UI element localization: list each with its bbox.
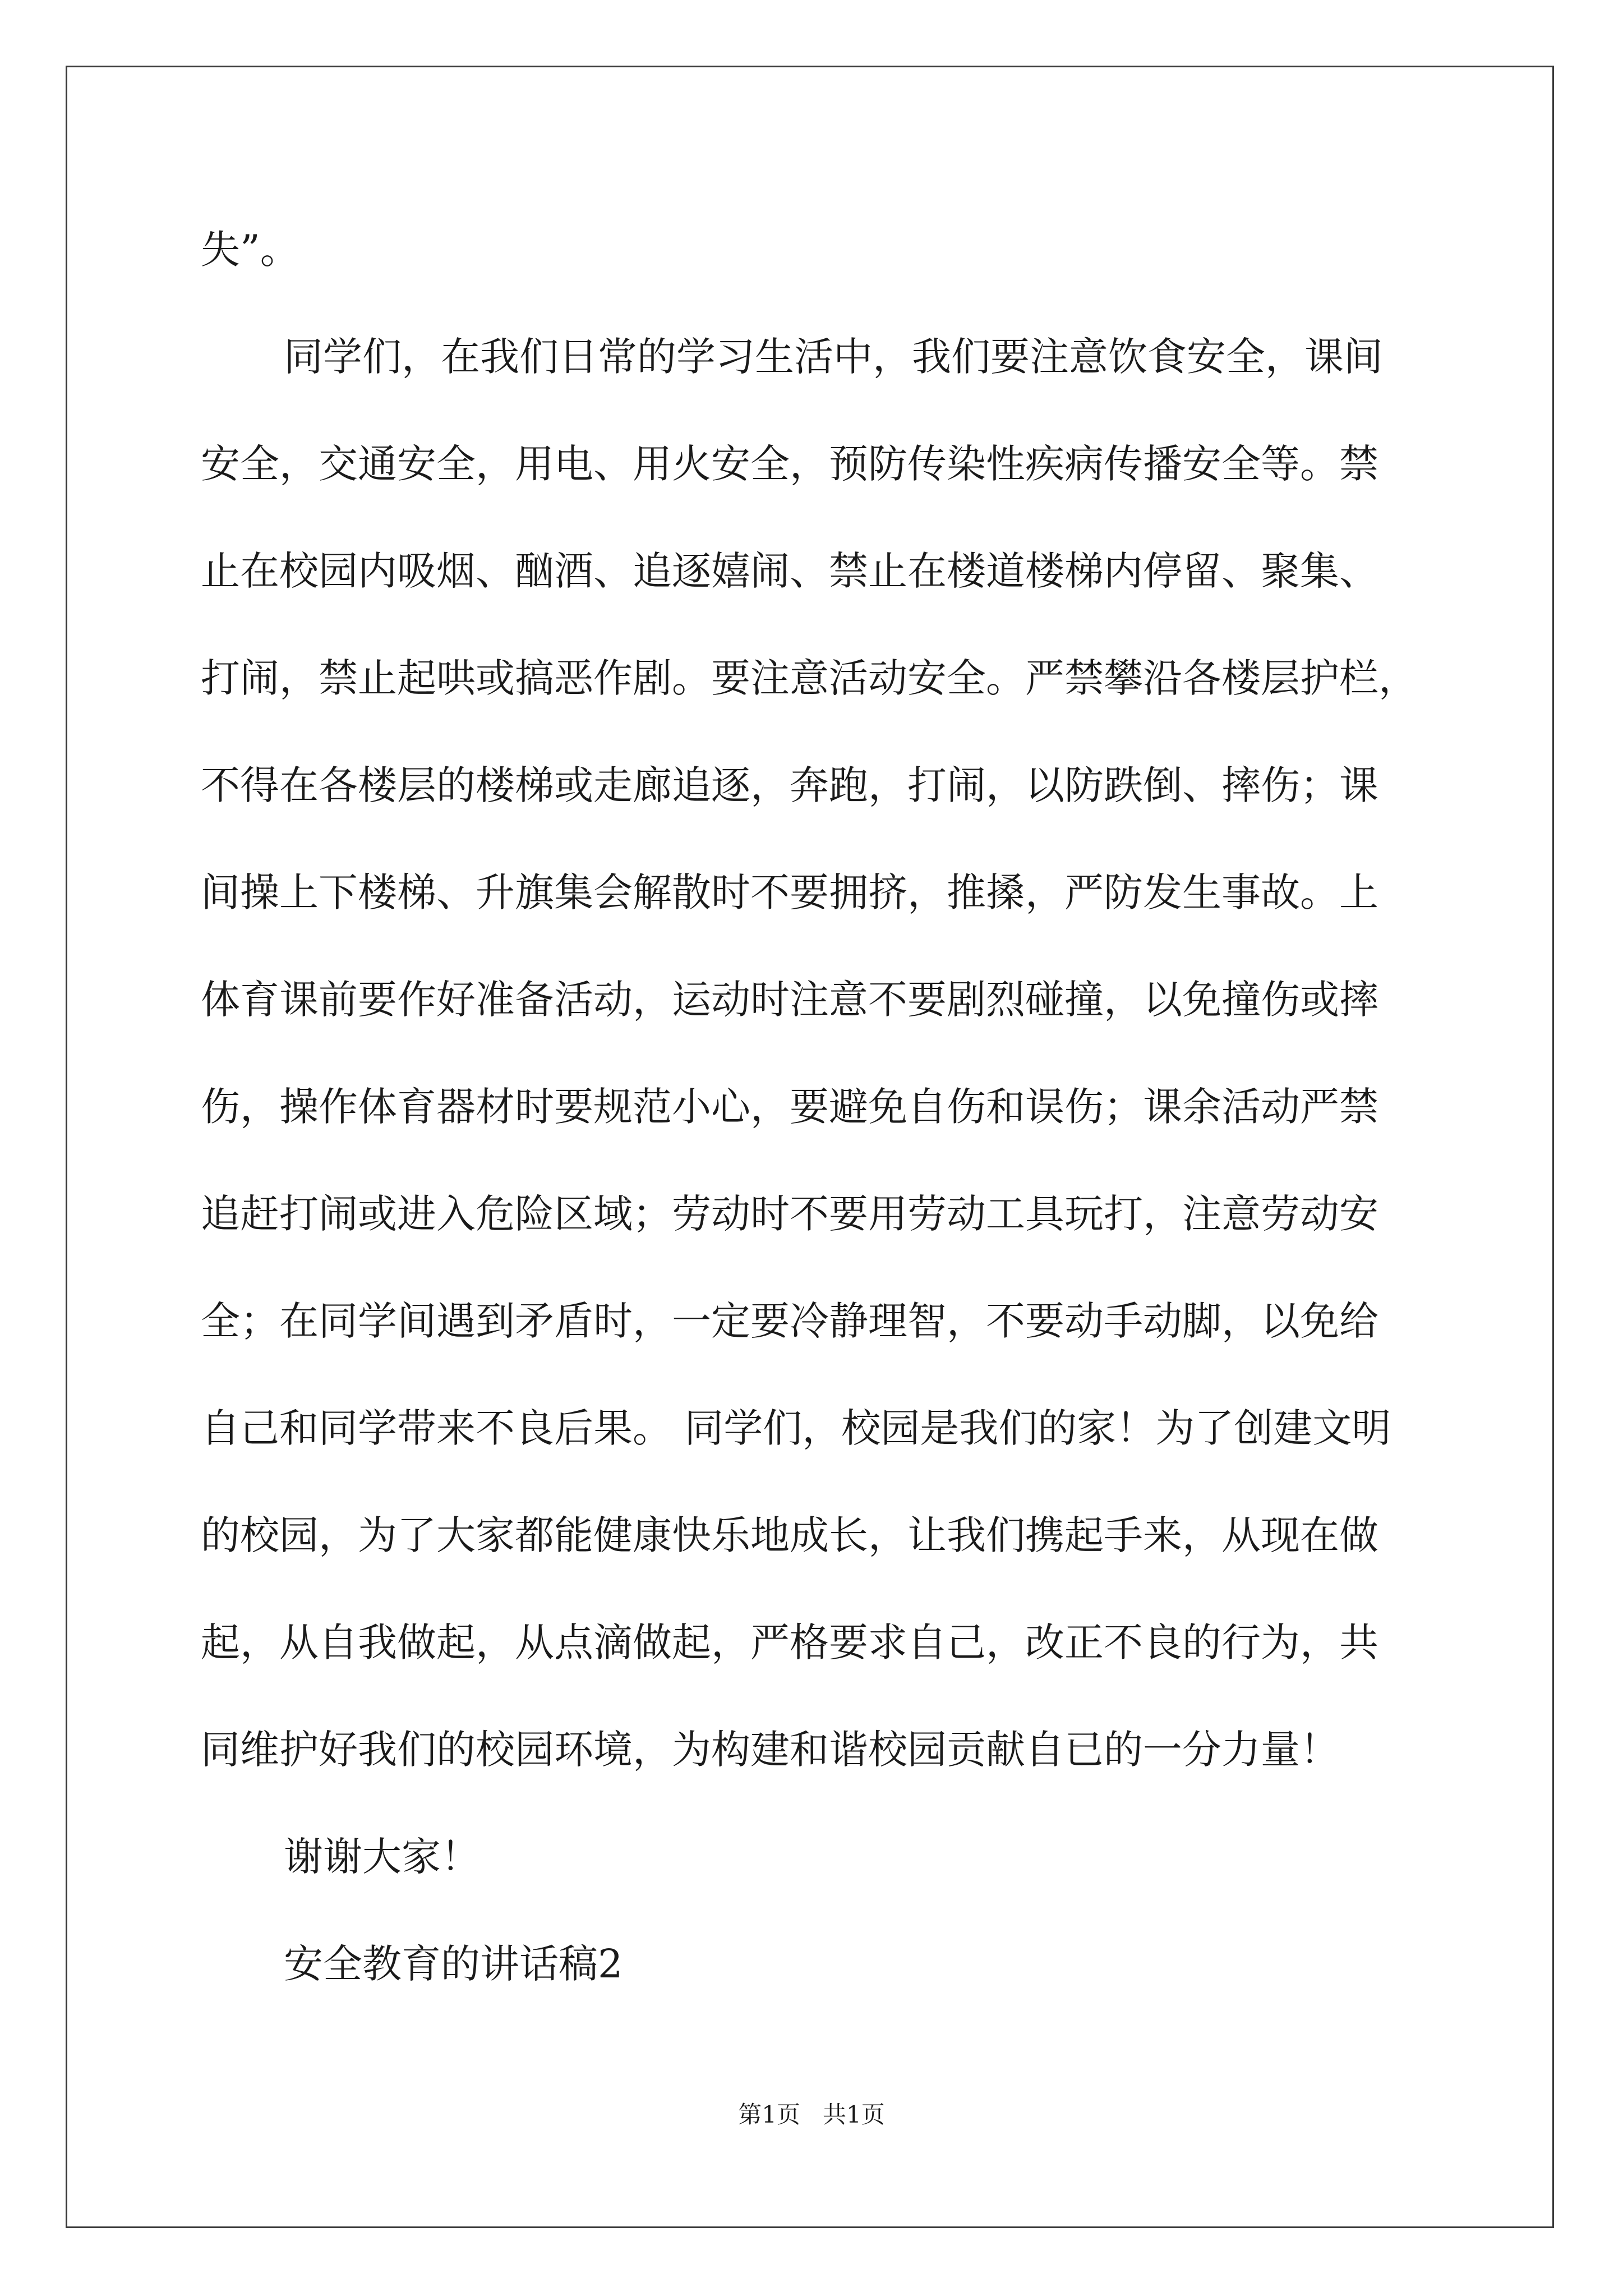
text-line-9: 伤，操作体育器材时要规范小心，要避免自伤和误伤；课余活动严禁 bbox=[201, 1084, 1378, 1130]
page-footer bbox=[0, 2098, 1623, 2132]
text-line-5: 打闹，禁止起哄或搞恶作剧。要注意活动安全。严禁攀沿各楼层护栏， bbox=[201, 655, 1418, 701]
text-line-2: 同学们，在我们日常的学习生活中，我们要注意饮食安全，课间 bbox=[284, 334, 1383, 380]
text-line-15: 同维护好我们的校园环境，为构建和谐校园贡献自已的一分力量！ bbox=[201, 1727, 1339, 1773]
page-number: 第1页 bbox=[738, 2101, 800, 2128]
section-heading: 安全教育的讲话稿2 bbox=[284, 1941, 623, 1987]
text-line-8: 体育课前要作好准备活动，运动时注意不要剧烈碰撞，以免撞伤或摔 bbox=[201, 977, 1378, 1023]
text-line-12: 自己和同学带来不良后果。 同学们，校园是我们的家！为了创建文明 bbox=[201, 1405, 1391, 1451]
text-line-11: 全；在同学间遇到矛盾时，一定要冷静理智，不要动手动脚，以免给 bbox=[201, 1298, 1378, 1344]
document-body bbox=[201, 222, 1468, 2043]
text-line-4: 止在校园内吸烟、酗酒、追逐嬉闹、禁止在楼道楼梯内停留、聚集、 bbox=[201, 548, 1378, 594]
text-line-13: 的校园，为了大家都能健康快乐地成长，让我们携起手来，从现在做 bbox=[201, 1512, 1378, 1558]
text-line-7: 间操上下楼梯、升旗集会解散时不要拥挤，推搡，严防发生事故。上 bbox=[201, 869, 1378, 915]
text-line-10: 追赶打闹或进入危险区域；劳动时不要用劳动工具玩打，注意劳动安 bbox=[201, 1191, 1378, 1237]
page-total: 共1页 bbox=[823, 2101, 885, 2128]
text-line-3: 安全，交通安全，用电、用火安全，预防传染性疾病传播安全等。禁 bbox=[201, 441, 1378, 487]
text-line-6: 不得在各楼层的楼梯或走廊追逐，奔跑，打闹，以防跌倒、摔伤；课 bbox=[201, 762, 1378, 808]
text-line-14: 起，从自我做起，从点滴做起，严格要求自己，改正不良的行为，共 bbox=[201, 1619, 1378, 1665]
text-line-1: 失”。 bbox=[201, 227, 299, 273]
closing-thanks: 谢谢大家！ bbox=[284, 1834, 480, 1880]
